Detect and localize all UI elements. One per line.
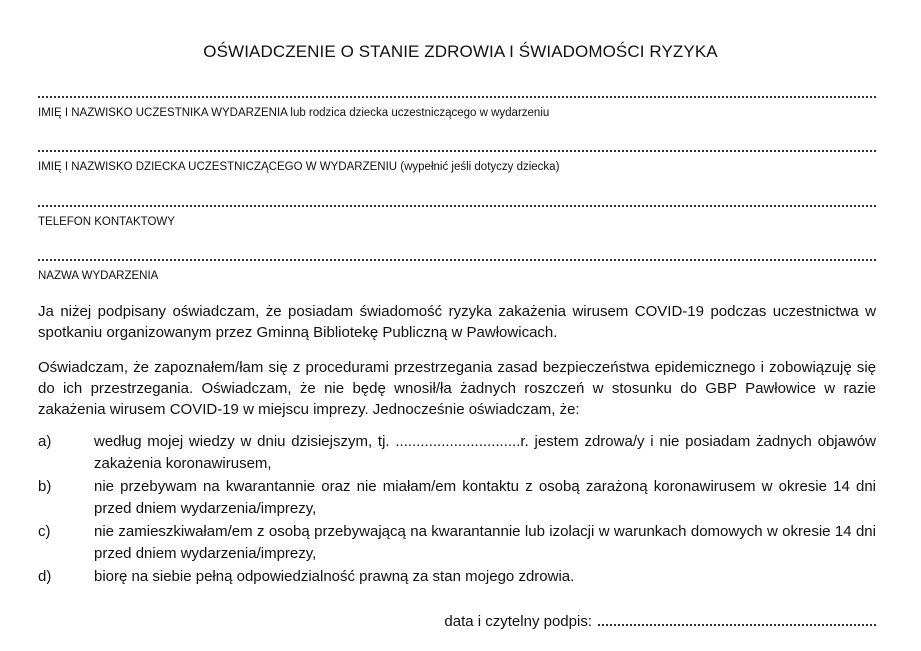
- list-item: [38, 431, 876, 475]
- risk-awareness-paragraph: Ja niżej podpisany oświadczam, że posiadam świadomość ryzyka zakażenia wirusem COVID-19 podczas uczestnictwa w spotkaniu organizowanym przez Gminną Bibliotekę Publiczną w Pawłowicach.: [38, 303, 876, 341]
- phone-line[interactable]: [38, 195, 876, 207]
- child-name-label: IMIĘ I NAZWISKO DZIECKA UCZESTNICZĄCEGO W WYDARZENIU (wypełnić jeśli dotyczy dziecka): [38, 161, 560, 173]
- document-title: OŚWIADCZENIE O STANIE ZDROWIA I ŚWIADOMOŚCI RYZYKA: [203, 42, 718, 61]
- child-name-field[interactable]: [38, 140, 876, 173]
- list-item: [38, 566, 876, 588]
- signature-label: data i czytelny podpis:: [444, 613, 592, 630]
- list-item-text: według mojej wiedzy w dniu dzisiejszym, tj. ..............................r. jestem zdrowa/y i nie posiadam żadnych objawów zakażenia koronawirusem,: [94, 433, 876, 472]
- list-marker: d): [38, 568, 52, 585]
- phone-field[interactable]: [38, 195, 876, 228]
- list-marker: a): [38, 433, 52, 450]
- event-name-field[interactable]: [38, 249, 876, 282]
- event-name-line[interactable]: [38, 249, 876, 261]
- child-name-line[interactable]: [38, 140, 876, 152]
- health-statements-list: [38, 431, 876, 589]
- participant-name-label: IMIĘ I NAZWISKO UCZESTNIKA WYDARZENIA lub rodzica dziecka uczestniczącego w wydarzeniu: [38, 107, 550, 119]
- list-item-text: nie przebywam na kwarantannie oraz nie miałam/em kontaktu z osobą zarażoną koronawirusem w okresie 14 dni przed dniem wydarzenia/imprezy,: [94, 478, 876, 517]
- participant-name-line[interactable]: [38, 86, 876, 98]
- signature-line[interactable]: [598, 612, 876, 626]
- phone-label: TELEFON KONTAKTOWY: [38, 216, 175, 228]
- procedures-paragraph: Oświadczam, że zapoznałem/łam się z procedurami przestrzegania zasad bezpieczeństwa epidemicznego i zobowiązuję się do ich przestrzegania. Oświadczam, że nie będę wnosił/ła żadnych roszczeń w stosunku do GBP Pawłowice w razie zakażenia wirusem COVID-19 w miejscu imprezy. Jednocześnie oświadczam, że:: [38, 359, 876, 418]
- list-marker: b): [38, 478, 52, 495]
- list-item-text: nie zamieszkiwałam/em z osobą przebywającą na kwarantannie lub izolacji w warunkach domowych w okresie 14 dni przed dniem wydarzenia/imprezy,: [94, 523, 876, 562]
- event-name-label: NAZWA WYDARZENIA: [38, 270, 159, 282]
- list-item-text: biorę na siebie pełną odpowiedzialność prawną za stan mojego zdrowia.: [94, 568, 575, 585]
- list-item: [38, 476, 876, 520]
- participant-name-field[interactable]: [38, 86, 876, 119]
- signature-block: [444, 612, 876, 630]
- list-item: [38, 521, 876, 565]
- list-marker: c): [38, 523, 51, 540]
